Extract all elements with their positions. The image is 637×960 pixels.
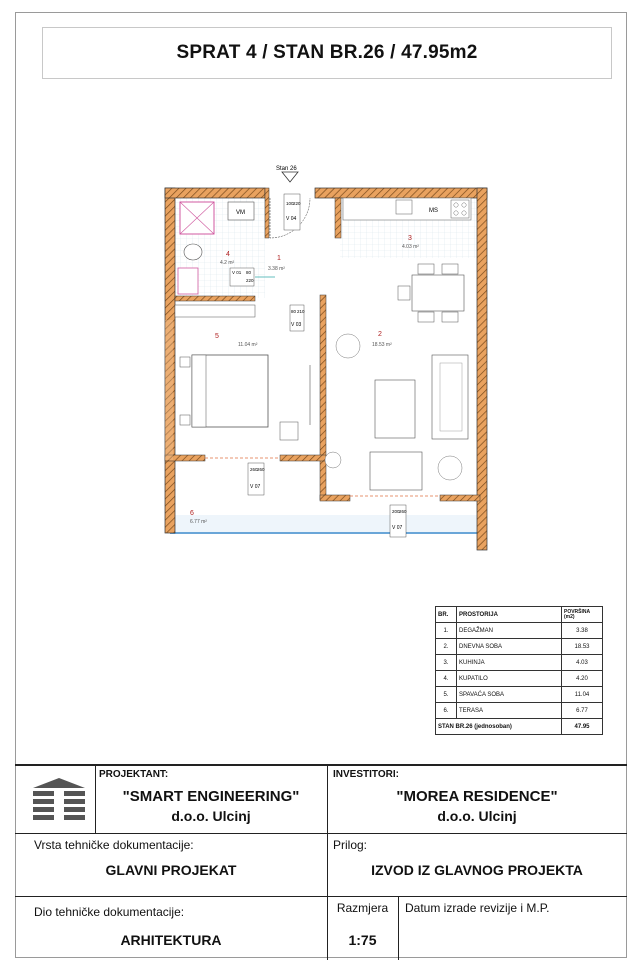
bathroom-sink (178, 268, 198, 294)
table-row (436, 639, 603, 655)
row-area: 6.77 (562, 703, 603, 719)
vrsta-value: GLAVNI PROJEKAT (105, 862, 237, 878)
wall-bedroom-west-tint (165, 320, 173, 460)
room-2-number: 2 (378, 331, 382, 338)
door-v04-h: 220 (293, 201, 301, 206)
toilet (184, 244, 202, 260)
row-num: 1. (436, 623, 457, 639)
row-name: DNEVNA SOBA (457, 639, 562, 655)
wall-living-south-right (440, 495, 480, 501)
room-1-area: 3.38 m² (268, 266, 285, 272)
dining-table (412, 275, 464, 311)
table-row (436, 655, 603, 671)
sofa (432, 355, 468, 439)
door-v07a-h: 260 (257, 467, 265, 472)
projektant-label: PROJEKTANT: (99, 769, 169, 780)
table-row (436, 671, 603, 687)
wall-bath-east (265, 188, 269, 238)
prilog-value: IZVOD IZ GLAVNOG PROJEKTA (371, 862, 583, 878)
row-area: 3.38 (562, 623, 603, 639)
wall-bath-south (175, 296, 255, 301)
door-v03-code: V 03 (291, 322, 302, 328)
room-5-number: 5 (215, 333, 219, 340)
row-num: 2. (436, 639, 457, 655)
door-v07b-code: V 07 (392, 525, 403, 531)
door-v07a-w: 260 (250, 467, 258, 472)
investitori-label: INVESTITORI: (333, 769, 399, 780)
table-row (436, 623, 603, 639)
col-name-header: PROSTORIJA (457, 607, 562, 623)
ms-label: MS (429, 208, 438, 214)
row-name: KUHINJA (457, 655, 562, 671)
row-name: SPAVAĆA SOBA (457, 687, 562, 703)
projektant-city: d.o.o. Ulcinj (171, 808, 251, 824)
razmjera-label: Razmjera (336, 901, 389, 915)
armchair (370, 452, 422, 490)
page-title: SPRAT 4 / STAN BR.26 / 47.95m2 (176, 42, 478, 63)
door-v07b-w: 200 (392, 509, 400, 514)
room-3-area: 4.03 m² (402, 244, 419, 250)
cooktop (451, 200, 469, 218)
door-v01-h: 220 (246, 278, 254, 283)
wall-bedroom-south-right (280, 455, 326, 461)
wall-north-left (165, 188, 265, 198)
room-4-number: 4 (226, 251, 230, 258)
row-area: 4.03 (562, 655, 603, 671)
floor-plan (150, 160, 490, 555)
razmjera-value: 1:75 (348, 932, 377, 948)
prilog-label: Prilog: (333, 838, 368, 852)
total-area: 47.95 (562, 719, 603, 735)
row-num: 3. (436, 655, 457, 671)
company-logo-icon (30, 774, 88, 824)
room-1-number: 1 (277, 255, 281, 262)
dio-value: ARHITEKTURA (120, 932, 222, 948)
table-total-row (436, 719, 603, 735)
entrance-label: Stan 26 (276, 166, 297, 172)
door-v01-w: 80 (246, 270, 252, 275)
col-num-header: BR. (436, 607, 457, 623)
row-area: 18.53 (562, 639, 603, 655)
projektant-name: "SMART ENGINEERING" (122, 788, 300, 805)
vrsta-label: Vrsta tehničke dokumentacije: (34, 838, 194, 852)
table-row (436, 687, 603, 703)
room-2-area: 18.53 m² (372, 342, 392, 348)
title-box (42, 27, 612, 79)
door-v04-w: 100 (286, 201, 294, 206)
room-3-number: 3 (408, 235, 412, 242)
door-v04-code: V 04 (286, 216, 297, 222)
table-row (436, 703, 603, 719)
wall-kitchen-west (335, 198, 341, 238)
row-num: 6. (436, 703, 457, 719)
plant-icon (325, 452, 341, 468)
row-num: 4. (436, 671, 457, 687)
wall-north-right (315, 188, 487, 198)
door-v03-w: 80 (291, 309, 297, 314)
wardrobe (175, 305, 255, 317)
row-area: 4.20 (562, 671, 603, 687)
row-name: DEGAŽMAN (457, 623, 562, 639)
row-area: 11.04 (562, 687, 603, 703)
plant-icon (336, 334, 360, 358)
plant-icon (438, 456, 462, 480)
wall-living-west (320, 295, 326, 500)
door-v01-code: V 01 (232, 270, 242, 275)
total-name: STAN BR.26 (jednosoban) (436, 719, 562, 735)
row-num: 5. (436, 687, 457, 703)
kitchen-sink (396, 200, 412, 214)
table-header-row (436, 607, 603, 623)
dio-label: Dio tehničke dokumentacije: (34, 905, 185, 919)
col-area-header: POVRŠINA (m2) (562, 607, 603, 623)
entrance-arrow-icon (282, 172, 298, 182)
room-area-table (435, 606, 603, 735)
investitori-city: d.o.o. Ulcinj (437, 808, 517, 824)
door-v03-h: 210 (297, 309, 305, 314)
chair (280, 422, 298, 440)
investitori-name: "MOREA RESIDENCE" (396, 788, 558, 805)
room-6-area: 6.77 m² (190, 519, 207, 525)
door-v07a-code: V 07 (250, 484, 261, 490)
row-name: KUPATILO (457, 671, 562, 687)
wall-living-south (320, 495, 350, 501)
terrace-floor (170, 515, 480, 533)
room-4-area: 4.2 m² (220, 260, 235, 266)
door-v07b-h: 260 (399, 509, 407, 514)
datum-label: Datum izrade revizije i M.P. (405, 901, 550, 915)
room-6-number: 6 (190, 510, 194, 517)
row-name: TERASA (457, 703, 562, 719)
vm-label: VM (236, 210, 245, 216)
coffee-table (375, 380, 415, 438)
room-5-area: 11.04 m² (238, 342, 258, 348)
